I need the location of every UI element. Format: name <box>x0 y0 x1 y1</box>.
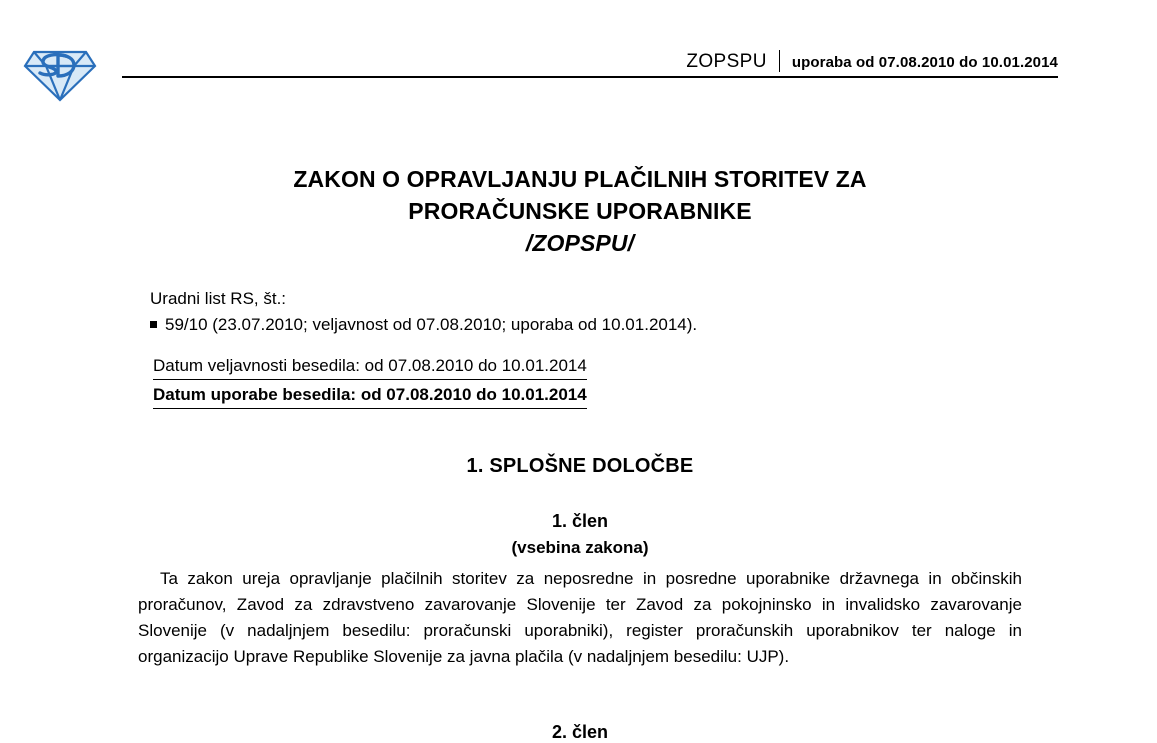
gazette-entry: 59/10 (23.07.2010; veljavnost od 07.08.2010; uporaba od 10.01.2014). <box>165 315 698 334</box>
article-1-body: Ta zakon ureja opravljanje plačilnih storitev za neposredne in posredne uporabnike državnega in občinskih proračunov, Zavod za zdravstveno zavarovanje Slovenije ter Zavod za pokojninsko in invalidsko zavarovanje Slovenije (v nadaljnjem besedilu: proračunski uporabniki), register proračunskih uporabnikov ter naloge in organizacijo Uprave Republike Slovenije za javna plačila (v nadaljnjem besedilu: UJP). <box>138 569 1022 666</box>
validity-date-row <box>153 353 1033 380</box>
article-1-number: 1. člen <box>551 511 609 531</box>
gazette-entry-row <box>150 312 1030 338</box>
page-header <box>0 28 1157 98</box>
usage-date-row <box>153 382 1033 409</box>
header-acronym: ZOPSPU <box>686 51 767 72</box>
section-heading: 1. SPLOŠNE DOLOČBE <box>466 455 694 477</box>
document-title <box>150 163 1010 259</box>
title-line-2: PRORAČUNSKE UPORABNIKE <box>408 198 752 224</box>
article-1-subtitle: (vsebina zakona) <box>511 538 649 557</box>
gazette-label: Uradni list RS, št.: <box>150 289 287 308</box>
gazette-block <box>150 286 1030 338</box>
header-validity-period: uporaba od 07.08.2010 do 10.01.2014 <box>791 54 1058 71</box>
usage-date-line: Datum uporabe besedila: od 07.08.2010 do 10.01.2014 <box>153 382 587 409</box>
sd-diamond-logo <box>20 42 100 104</box>
validity-date-line: Datum veljavnosti besedila: od 07.08.2010 do 10.01.2014 <box>153 353 587 380</box>
title-line-1: ZAKON O OPRAVLJANJU PLAČILNIH STORITEV ZA <box>293 166 867 192</box>
header-rule <box>122 76 1058 78</box>
header-text-group <box>122 44 1058 74</box>
title-line-3: /ZOPSPU/ <box>525 230 635 256</box>
article-2-number: 2. člen <box>551 722 609 742</box>
dates-block <box>153 353 1033 411</box>
bullet-square-icon <box>150 321 157 328</box>
header-divider <box>779 50 780 72</box>
